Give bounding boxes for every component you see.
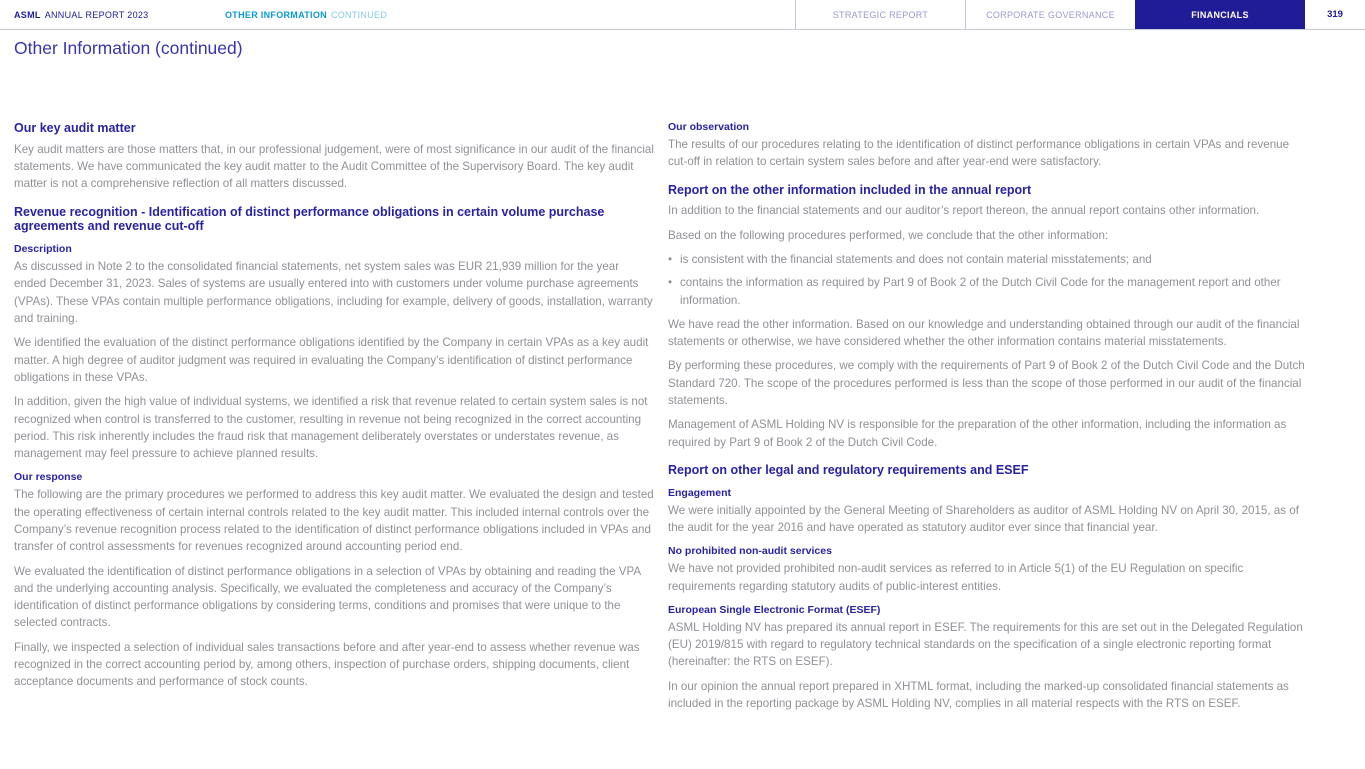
paragraph: In addition to the financial statements and our auditor’s report thereon, the annual report contains other information. xyxy=(668,204,1260,218)
subheading-esef: European Single Electronic Format (ESEF) xyxy=(668,603,881,616)
current-section-label xyxy=(225,0,795,29)
right-column xyxy=(668,121,1308,719)
subheading-engagement: Engagement xyxy=(668,486,732,499)
report-section-tabs xyxy=(795,0,1365,29)
section-continued: CONTINUED xyxy=(330,9,388,20)
paragraph: Management of ASML Holding NV is responsible for the preparation of the other information, including the information as required by Part 9 of Book 2 of the Dutch Civil Code. xyxy=(668,418,1287,449)
paragraph: Key audit matters are those matters that, in our professional judgement, were of most significance in our audit of the financial statements. We have communicated the key audit matter to the Audit Committee of the Supervisory Board. The key audit matter is not a comprehensive reflection of all matters discussed. xyxy=(14,142,654,191)
brand-subtitle: ANNUAL REPORT 2023 xyxy=(44,9,149,20)
report-brand xyxy=(0,0,225,29)
page-number: 319 xyxy=(1327,9,1343,20)
tab-strategic-report[interactable]: STRATEGIC REPORT xyxy=(795,0,965,29)
subheading-description: Description xyxy=(14,243,72,256)
left-column xyxy=(14,121,654,719)
tab-financials[interactable]: FINANCIALS xyxy=(1135,0,1305,29)
paragraph: In our opinion the annual report prepared in XHTML format, including the marked-up consolidated financial statements as included in the reporting package by ASML Holding NV, complies in all material respects with the RTS on ESEF. xyxy=(668,679,1289,711)
heading-key-audit-matter: Our key audit matter xyxy=(14,121,136,135)
two-column-content xyxy=(0,121,1365,719)
brand-name: ASML xyxy=(14,9,41,20)
heading-revenue-recognition: Revenue recognition - Identification of distinct performance obligations in certain volume purchase agreements and revenue cut-off xyxy=(14,204,605,234)
subheading-our-response: Our response xyxy=(14,471,83,484)
page-title: Other Information (continued) xyxy=(14,38,243,58)
paragraph: The results of our procedures relating to the identification of distinct performance obligations in certain VPAs and revenue cut-off in relation to certain system sales before and after year-end were satisfactory. xyxy=(668,138,1290,169)
paragraph: The following are the primary procedures we performed to address this key audit matter. We evaluated the design and tested the operating effectiveness of certain internal controls related to the key audit matter. This included internal controls over the Company’s revenue recognition process related to the identification of distinct performance obligations included in VPAs and transfer of control assessments for revenues recognized around accounting period end. xyxy=(14,488,654,554)
section-name: OTHER INFORMATION xyxy=(225,9,327,20)
bullet-item: • contains the information as required by Part 9 of Book 2 of the Dutch Civil Code for the management report and other information. xyxy=(668,274,1308,309)
paragraph: We evaluated the identification of distinct performance obligations in a selection of VPAs by obtaining and reading the VPA and the underlying accounting analysis. Specifically, we evaluated the completeness and accuracy of the Company’s identification of distinct performance obligations by considering terms, conditions and promises that were unique to the selected contracts. xyxy=(14,564,641,630)
paragraph: In addition, given the high value of individual systems, we identified a risk that revenue related to certain system sales is not recognized when control is transferred to the customer, resulting in revenue not being recognized in the correct accounting period. This risk inherently includes the fraud risk that management deliberately overstates or understates revenue, as management may feel pressure to achieve planned results. xyxy=(14,395,648,461)
subheading-our-observation: Our observation xyxy=(668,121,750,133)
paragraph: We have not provided prohibited non-audit services as referred to in Article 5(1) of the EU Regulation on specific requirements regarding statutory audits of public-interest entities. xyxy=(668,562,1244,593)
tab-corporate-governance[interactable]: CORPORATE GOVERNANCE xyxy=(965,0,1135,29)
paragraph: ASML Holding NV has prepared its annual report in ESEF. The requirements for this are set out in the Delegated Regulation (EU) 2019/815 with regard to regulatory technical standards on the specification of a single electronic reporting format (hereinafter: the RTS on ESEF). xyxy=(668,620,1303,669)
heading-legal-regulatory-esef: Report on other legal and regulatory requirements and ESEF xyxy=(668,462,1029,477)
paragraph: By performing these procedures, we comply with the requirements of Part 9 of Book 2 of the Dutch Civil Code and the Dutch Standard 720. The scope of the procedures performed is less than the scope of those performed in our audit of the financial statements. xyxy=(668,359,1305,408)
heading-other-information-report: Report on the other information included in the annual report xyxy=(668,182,1032,197)
paragraph: We identified the evaluation of the distinct performance obligations identified by the Company in certain VPAs as a key audit matter. A high degree of auditor judgment was required in evaluating the Company’s identification of distinct performance obligations in these VPAs. xyxy=(14,336,649,384)
subheading-no-prohibited-non-audit-services: No prohibited non-audit services xyxy=(668,545,832,558)
paragraph: As discussed in Note 2 to the consolidated financial statements, net system sales was EUR 21,939 million for the year ended December 31, 2023. Sales of systems are usually entered into with customers under volume purchase agreements (VPAs). These VPAs contain multiple performance obligations, including for example, delivery of goods, installation, warranty and training. xyxy=(14,260,653,326)
paragraph: Finally, we inspected a selection of individual sales transactions before and after year-end to assess whether revenue was recognized in the correct accounting period by, among others, inspection of purchase orders, shipping documents, client acceptance documents and performance of stock counts. xyxy=(14,640,640,689)
bullet-item: • is consistent with the financial statements and does not contain material misstatements; and xyxy=(668,251,1308,268)
top-header-bar xyxy=(0,0,1365,30)
paragraph: Based on the following procedures performed, we conclude that the other information: xyxy=(668,228,1109,242)
paragraph: We were initially appointed by the General Meeting of Shareholders as auditor of ASML Holding NV on April 30, 2015, as of the audit for the year 2016 and have operated as statutory auditor ever since that financial year. xyxy=(668,503,1299,534)
paragraph: We have read the other information. Based on our knowledge and understanding obtained through our audit of the financial statements or otherwise, we have considered whether the other information contains material misstatements. xyxy=(668,317,1300,349)
bullet-list xyxy=(668,251,1308,309)
